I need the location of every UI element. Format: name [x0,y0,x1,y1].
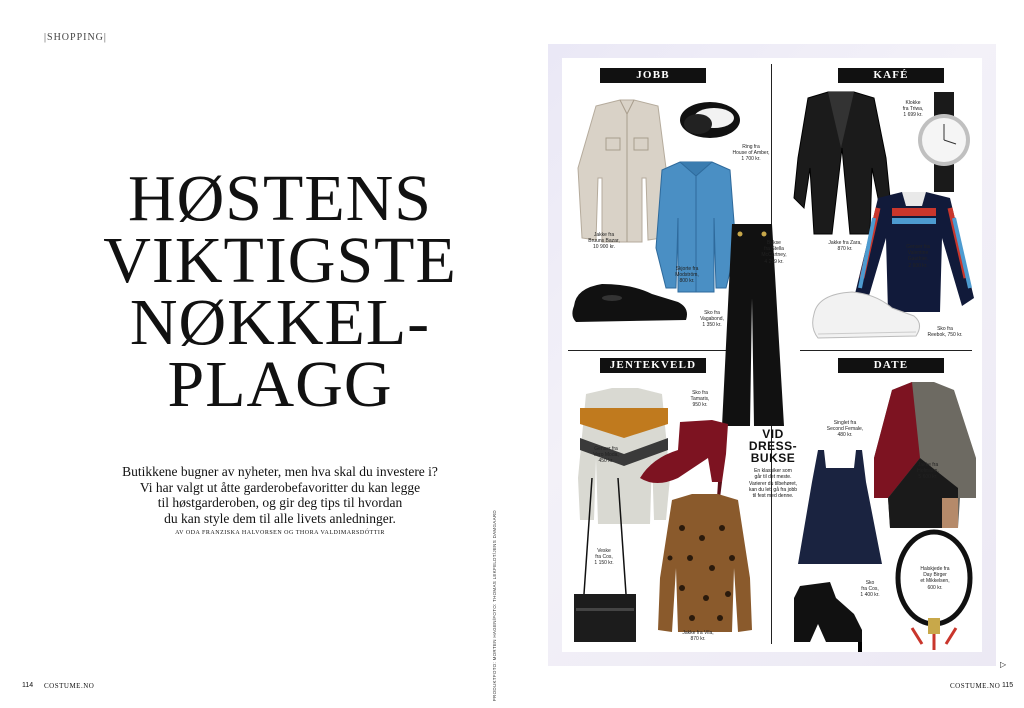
feature-text-line: kan du lett gå fra jobb [748,486,798,493]
caption-line: 870 kr. [837,246,853,253]
caption-line: fra Cos, [595,554,613,561]
caption-genser-vero [586,446,626,465]
caption-line: 10 900 kr. [593,244,615,251]
feature-text-line: En klassiker som [754,468,792,474]
caption-sko-cos [852,580,888,599]
caption-line: Sko [865,580,875,586]
caption-line: Bukse [767,240,781,246]
caption-sko-tamaris [682,390,718,409]
shoe-vagabond-illustration [572,284,687,322]
caption-line: Vagabond, [700,316,724,323]
caption-line: fra Cos, [861,586,879,593]
caption-line: 480 kr. [837,432,853,439]
singlet-second-female-illustration [798,450,882,564]
footer-brand-left: COSTUME.NO [44,682,95,690]
caption-line: Jakke fra Vila, [682,630,714,636]
footer-brand-right: COSTUME.NO [950,682,1001,690]
caption-sko-reebok [920,326,970,338]
caption-line: 450 kr. [598,458,614,465]
photo-credit: PRODUKTFOTO: MORTEN HAGEN/FOTO: THOMAS LEKFELDT/JENS DAMGAARD [492,510,497,702]
caption-line: 4 299 kr. [764,258,784,265]
caption-veske [586,548,622,567]
caption-line: Genser fra [594,446,618,452]
caption-line: Vero Moda, [593,452,619,459]
lead-paragraph [40,464,520,526]
caption-line: Singlet fra [833,420,857,426]
caption-jakke-bruuns [580,232,628,251]
section-tag: |SHOPPING| [44,32,107,43]
caption-line: 800 kr. [679,278,695,285]
feature-text-line: til fest med denne. [752,493,794,500]
title-line: VIKTIGSTE [103,224,457,297]
title-line: PLAGG [167,348,393,421]
caption-line: 2 900 kr. [908,262,928,269]
lead-line: du kan style dem til alle livets anledninger. [164,510,396,526]
caption-line: 600 kr. [927,584,943,591]
caption-line: McCartney, [761,252,787,259]
lead-line: Vi har valgt ut åtte garderobefavoritter du kan legge [139,479,421,495]
caption-ring [726,144,776,163]
next-page-arrow-icon[interactable]: ▷ [1000,660,1007,669]
caption-klokke [896,100,930,119]
caption-jakke-vila [668,630,728,642]
feature-title [738,428,808,464]
caption-line: Veske [597,548,611,554]
jacket-hofmann-illustration [874,382,976,528]
caption-line: fra Stella [764,246,784,253]
caption-line: et Mikkelsen, [920,578,950,585]
caption-line: Bruuns Bazar, [588,238,620,245]
feature-text-line: Varierer du tilbehøret, [749,480,797,487]
section-label-jobb: JOBB [600,68,706,83]
page-number-left: 114 [22,682,34,689]
caption-line: Jakke fra [917,462,939,468]
byline: AV ODA FRANZISKA HALVORSEN OG THORA VALDIMARSDÓTTIR [175,530,385,536]
page-title [40,162,520,421]
caption-line: House of Amber, [732,150,770,157]
section-label-date: DATE [838,358,944,373]
jacket-vila-illustration [658,494,752,632]
caption-sko-vagabond [692,310,732,329]
caption-line: Day Birger [923,572,947,579]
caption-genser-gauthier [896,244,940,269]
caption-line: 1 350 kr. [702,322,722,329]
necklace-day-birger-illustration [898,532,970,650]
caption-singlet [818,420,872,439]
title-line: HØSTENS [127,162,433,235]
caption-line: Sko fra [937,326,953,332]
feature-title-line: VID [762,427,784,441]
caption-line: Hofmann, [917,468,939,475]
caption-skjorte [664,266,710,285]
caption-line: Genser fra [906,244,930,250]
caption-line: Klokke [905,100,921,106]
caption-line: 1 400 kr. [860,592,880,599]
section-label-jentekveld: JENTEKVELD [600,358,706,373]
caption-line: 950 kr. [692,402,708,409]
caption-line: Ring fra [742,144,760,150]
caption-line: Tamaris, [690,396,710,403]
caption-line: Reebok, 750 kr. [927,332,963,339]
caption-line: 1 699 kr. [903,112,923,119]
feature-text [736,468,810,499]
feature-text-line: går til det meste. [754,474,792,481]
caption-line: 5 600 kr. [918,474,938,481]
caption-line: Valentine [907,250,929,257]
feature-title-line: DRESS- [748,439,798,453]
title-line: NØKKEL- [129,286,431,359]
caption-line: Halskjede fra [920,566,950,572]
caption-line: Modström, [675,272,699,279]
caption-line: Gauthier, [907,256,929,263]
caption-line: Second Female, [826,426,864,433]
caption-bukse [752,240,796,265]
caption-line: Sko fra [692,390,708,396]
caption-line: Sko fra [704,310,720,316]
caption-line: Skjorte fra [675,266,699,272]
caption-line: 870 kr. [690,636,706,643]
caption-line: fra Triwa, [902,106,924,113]
page-number-right: 115 [1002,682,1014,689]
feature-title-line: BUKSE [750,451,796,465]
caption-line: Jakke fra Zara, [828,240,862,246]
caption-jakke-zara [818,240,872,252]
caption-halskjede [908,566,962,591]
lead-line: Butikkene bugner av nyheter, men hva skal du investere i? [122,464,438,479]
jacket-bruuns-illustration [578,100,666,245]
caption-line: 1 700 kr. [741,156,761,163]
caption-line: 1 150 kr. [594,560,614,567]
section-label-kafe: KAFÉ [838,68,944,83]
ring-illustration [680,102,740,138]
caption-line: Jakke fra [593,232,615,238]
caption-jakke-hofmann [906,462,950,481]
lead-line: til høstgarderoben, og gir deg tips til hvordan [157,495,403,510]
